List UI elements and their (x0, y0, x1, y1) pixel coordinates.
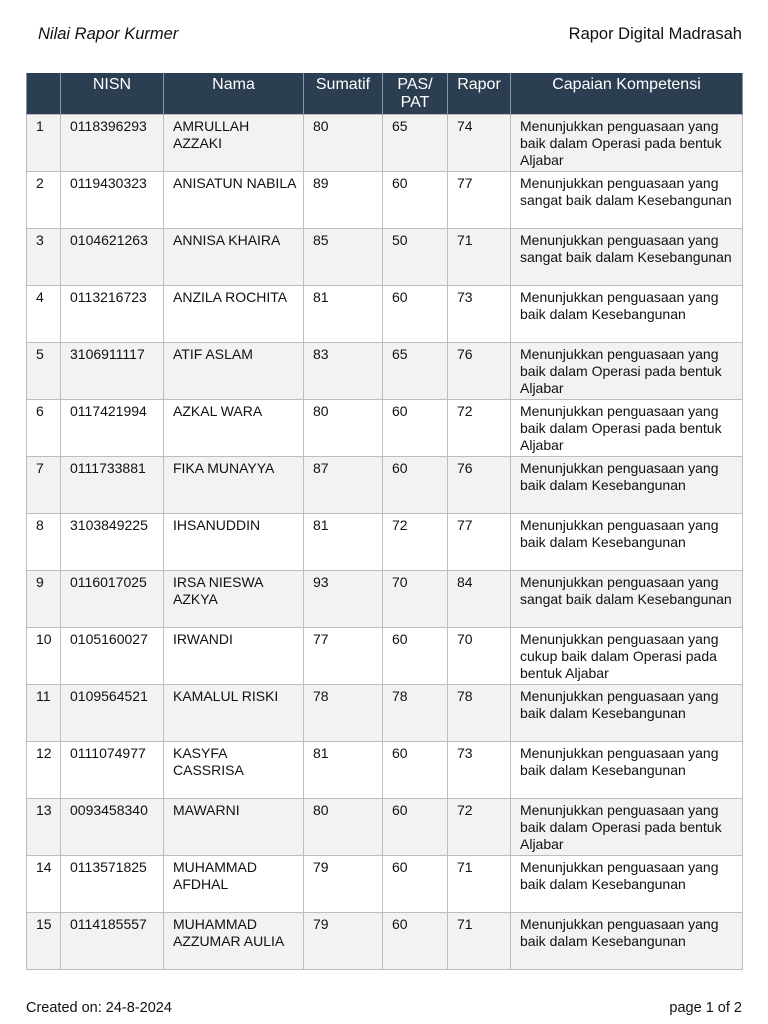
cell-rapor: 77 (448, 514, 511, 571)
cell-capaian: Menunjukkan penguasaan yang baik dalam Kesebangunan (511, 286, 743, 343)
cell-nisn: 0118396293 (61, 115, 164, 172)
cell-no: 7 (27, 457, 61, 514)
cell-nisn: 0119430323 (61, 172, 164, 229)
cell-nisn: 0105160027 (61, 628, 164, 685)
cell-nama: IHSANUDDIN (164, 514, 304, 571)
table-row (27, 913, 743, 970)
cell-capaian: Menunjukkan penguasaan yang baik dalam Kesebangunan (511, 514, 743, 571)
column-header-nama: Nama (164, 73, 304, 115)
cell-sumatif: 81 (304, 742, 383, 799)
cell-capaian: Menunjukkan penguasaan yang baik dalam Operasi pada bentuk Aljabar (511, 343, 743, 400)
cell-nisn: 0093458340 (61, 799, 164, 856)
cell-capaian: Menunjukkan penguasaan yang baik dalam Operasi pada bentuk Aljabar (511, 115, 743, 172)
table-row (27, 628, 743, 685)
cell-no: 1 (27, 115, 61, 172)
table-row (27, 172, 743, 229)
cell-sumatif: 77 (304, 628, 383, 685)
table-body (27, 115, 743, 970)
cell-no: 11 (27, 685, 61, 742)
table-row (27, 115, 743, 172)
cell-capaian: Menunjukkan penguasaan yang baik dalam Kesebangunan (511, 685, 743, 742)
cell-no: 8 (27, 514, 61, 571)
cell-nisn: 0109564521 (61, 685, 164, 742)
cell-pas-pat: 60 (383, 856, 448, 913)
cell-nama: AMRULLAH AZZAKI (164, 115, 304, 172)
cell-sumatif: 79 (304, 856, 383, 913)
table-row (27, 343, 743, 400)
cell-sumatif: 79 (304, 913, 383, 970)
cell-nisn: 0114185557 (61, 913, 164, 970)
cell-rapor: 71 (448, 913, 511, 970)
cell-capaian: Menunjukkan penguasaan yang cukup baik dalam Operasi pada bentuk Aljabar (511, 628, 743, 685)
cell-nisn: 0113571825 (61, 856, 164, 913)
cell-capaian: Menunjukkan penguasaan yang baik dalam Kesebangunan (511, 457, 743, 514)
cell-capaian: Menunjukkan penguasaan yang baik dalam Kesebangunan (511, 856, 743, 913)
cell-pas-pat: 72 (383, 514, 448, 571)
cell-capaian: Menunjukkan penguasaan yang baik dalam Kesebangunan (511, 742, 743, 799)
cell-rapor: 72 (448, 799, 511, 856)
cell-rapor: 78 (448, 685, 511, 742)
cell-rapor: 70 (448, 628, 511, 685)
cell-nama: ANISATUN NABILA (164, 172, 304, 229)
cell-nama: IRWANDI (164, 628, 304, 685)
cell-pas-pat: 78 (383, 685, 448, 742)
cell-capaian: Menunjukkan penguasaan yang baik dalam Operasi pada bentuk Aljabar (511, 799, 743, 856)
document-subtitle: Rapor Digital Madrasah (568, 24, 742, 43)
cell-no: 9 (27, 571, 61, 628)
column-header-sumatif: Sumatif (304, 73, 383, 115)
cell-no: 2 (27, 172, 61, 229)
cell-nisn: 0117421994 (61, 400, 164, 457)
created-date: Created on: 24-8-2024 (26, 1000, 172, 1016)
cell-nisn: 3106911117 (61, 343, 164, 400)
cell-sumatif: 78 (304, 685, 383, 742)
cell-pas-pat: 70 (383, 571, 448, 628)
cell-nama: MUHAMMAD AZZUMAR AULIA (164, 913, 304, 970)
cell-nama: MAWARNI (164, 799, 304, 856)
page-header (38, 22, 742, 46)
column-header-capaian-kompetensi: Capaian Kompetensi (511, 73, 743, 115)
cell-pas-pat: 65 (383, 115, 448, 172)
cell-nama: ANNISA KHAIRA (164, 229, 304, 286)
cell-nisn: 0113216723 (61, 286, 164, 343)
cell-rapor: 76 (448, 343, 511, 400)
cell-pas-pat: 65 (383, 343, 448, 400)
column-header-nisn: NISN (61, 73, 164, 115)
page-footer (26, 998, 742, 1018)
table-row (27, 514, 743, 571)
cell-nisn: 3103849225 (61, 514, 164, 571)
cell-pas-pat: 60 (383, 457, 448, 514)
cell-no: 15 (27, 913, 61, 970)
cell-no: 14 (27, 856, 61, 913)
cell-sumatif: 87 (304, 457, 383, 514)
header-row (27, 73, 743, 115)
cell-capaian: Menunjukkan penguasaan yang sangat baik dalam Kesebangunan (511, 229, 743, 286)
cell-nama: ANZILA ROCHITA (164, 286, 304, 343)
cell-no: 3 (27, 229, 61, 286)
cell-capaian: Menunjukkan penguasaan yang baik dalam Operasi pada bentuk Aljabar (511, 400, 743, 457)
cell-sumatif: 93 (304, 571, 383, 628)
cell-nama: KASYFA CASSRISA (164, 742, 304, 799)
cell-rapor: 84 (448, 571, 511, 628)
cell-sumatif: 85 (304, 229, 383, 286)
table-row (27, 286, 743, 343)
cell-sumatif: 80 (304, 799, 383, 856)
cell-pas-pat: 60 (383, 742, 448, 799)
cell-no: 4 (27, 286, 61, 343)
table-row (27, 571, 743, 628)
cell-pas-pat: 50 (383, 229, 448, 286)
cell-rapor: 72 (448, 400, 511, 457)
table-row (27, 229, 743, 286)
cell-rapor: 76 (448, 457, 511, 514)
column-header-rapor: Rapor (448, 73, 511, 115)
cell-pas-pat: 60 (383, 286, 448, 343)
cell-nisn: 0104621263 (61, 229, 164, 286)
cell-capaian: Menunjukkan penguasaan yang sangat baik dalam Kesebangunan (511, 571, 743, 628)
cell-nama: FIKA MUNAYYA (164, 457, 304, 514)
cell-pas-pat: 60 (383, 172, 448, 229)
cell-pas-pat: 60 (383, 799, 448, 856)
cell-no: 10 (27, 628, 61, 685)
page-number: page 1 of 2 (669, 1000, 742, 1016)
cell-sumatif: 89 (304, 172, 383, 229)
cell-sumatif: 81 (304, 514, 383, 571)
table-header (27, 73, 743, 115)
cell-pas-pat: 60 (383, 628, 448, 685)
cell-no: 5 (27, 343, 61, 400)
cell-rapor: 71 (448, 856, 511, 913)
cell-capaian: Menunjukkan penguasaan yang baik dalam Kesebangunan (511, 913, 743, 970)
table-row (27, 742, 743, 799)
cell-nisn: 0111733881 (61, 457, 164, 514)
cell-no: 13 (27, 799, 61, 856)
cell-rapor: 73 (448, 286, 511, 343)
column-header-pas-pat: PAS/ PAT (383, 73, 448, 115)
grades-table (26, 73, 743, 970)
cell-nama: ATIF ASLAM (164, 343, 304, 400)
cell-capaian: Menunjukkan penguasaan yang sangat baik dalam Kesebangunan (511, 172, 743, 229)
cell-nisn: 0116017025 (61, 571, 164, 628)
cell-rapor: 71 (448, 229, 511, 286)
cell-nama: KAMALUL RISKI (164, 685, 304, 742)
cell-sumatif: 81 (304, 286, 383, 343)
table-row (27, 400, 743, 457)
cell-sumatif: 80 (304, 400, 383, 457)
cell-nama: IRSA NIESWA AZKYA (164, 571, 304, 628)
table-row (27, 457, 743, 514)
cell-no: 6 (27, 400, 61, 457)
cell-sumatif: 80 (304, 115, 383, 172)
cell-nama: MUHAMMAD AFDHAL (164, 856, 304, 913)
table-row (27, 799, 743, 856)
table-row (27, 685, 743, 742)
table-row (27, 856, 743, 913)
cell-rapor: 77 (448, 172, 511, 229)
cell-rapor: 74 (448, 115, 511, 172)
cell-pas-pat: 60 (383, 400, 448, 457)
cell-no: 12 (27, 742, 61, 799)
cell-rapor: 73 (448, 742, 511, 799)
cell-nisn: 0111074977 (61, 742, 164, 799)
cell-nama: AZKAL WARA (164, 400, 304, 457)
cell-sumatif: 83 (304, 343, 383, 400)
cell-pas-pat: 60 (383, 913, 448, 970)
column-header-no (27, 73, 61, 115)
document-title: Nilai Rapor Kurmer (38, 24, 179, 43)
